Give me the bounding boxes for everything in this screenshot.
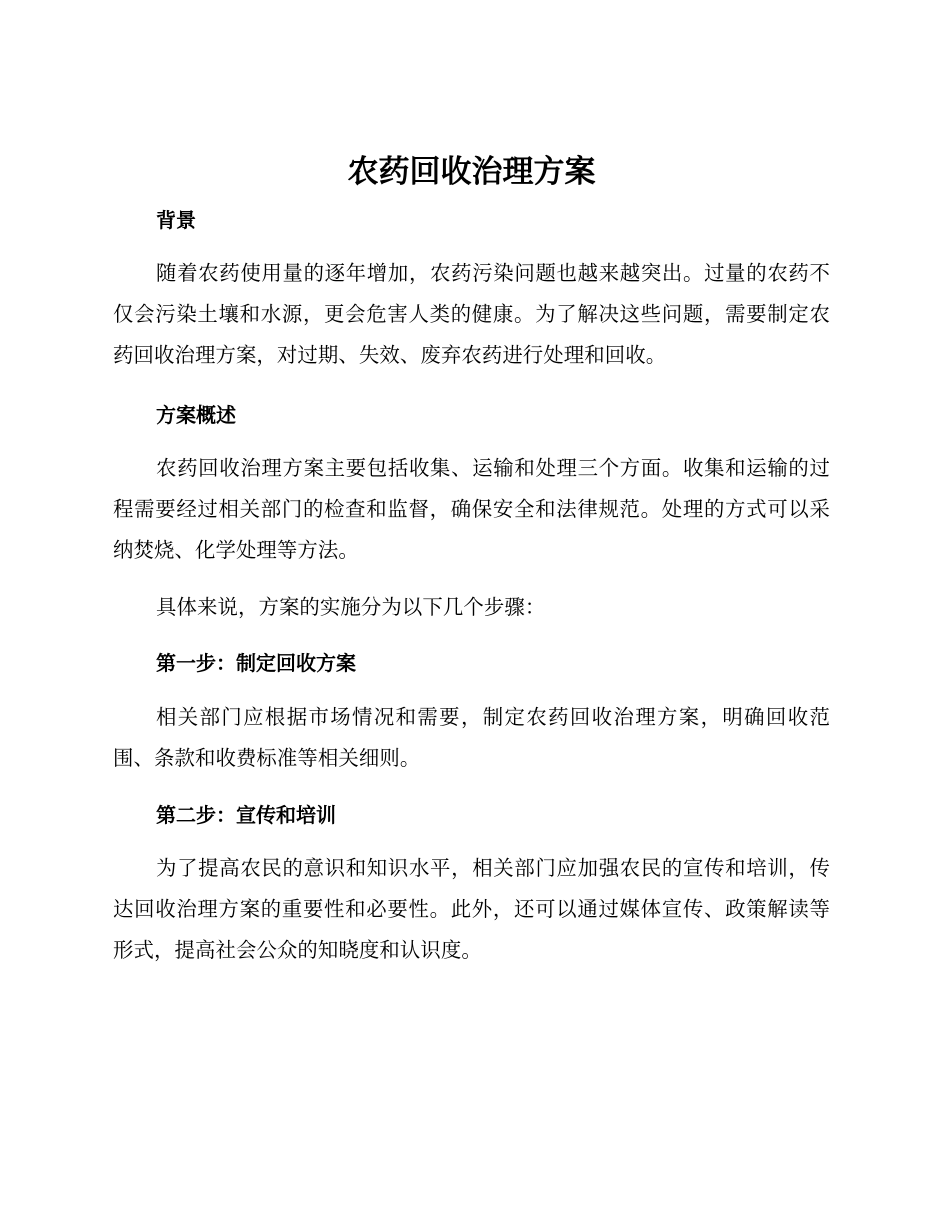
steps-intro-paragraph: 具体来说，方案的实施分为以下几个步骤： (156, 595, 546, 619)
section-heading-step-one: 第一步：制定回收方案 (156, 651, 356, 675)
background-paragraph: 随着农药使用量的逐年增加，农药污染问题也越来越突出。过量的农药不仅会污染土壤和水源，更会危害人类的健康。为了解决这些问题，需要制定农药回收治理方案，对过期、失效、废弃农药进行处理和回收。 (113, 261, 830, 367)
section-heading-background: 背景 (156, 208, 196, 232)
step-two-paragraph: 为了提高农民的意识和知识水平，相关部门应加强农民的宣传和培训，传达回收治理方案的重要性和必要性。此外，还可以通过媒体宣传、政策解读等形式，提高社会公众的知晓度和认识度。 (113, 856, 830, 962)
section-heading-overview: 方案概述 (156, 403, 236, 427)
document-title: 农药回收治理方案 (347, 154, 596, 190)
overview-paragraph: 农药回收治理方案主要包括收集、运输和处理三个方面。收集和运输的过程需要经过相关部门的检查和监督，确保安全和法律规范。处理的方式可以采纳焚烧、化学处理等方法。 (113, 456, 830, 562)
step-one-paragraph: 相关部门应根据市场情况和需要，制定农药回收治理方案，明确回收范围、条款和收费标准等相关细则。 (113, 705, 830, 770)
section-heading-step-two: 第二步：宣传和培训 (156, 803, 336, 827)
